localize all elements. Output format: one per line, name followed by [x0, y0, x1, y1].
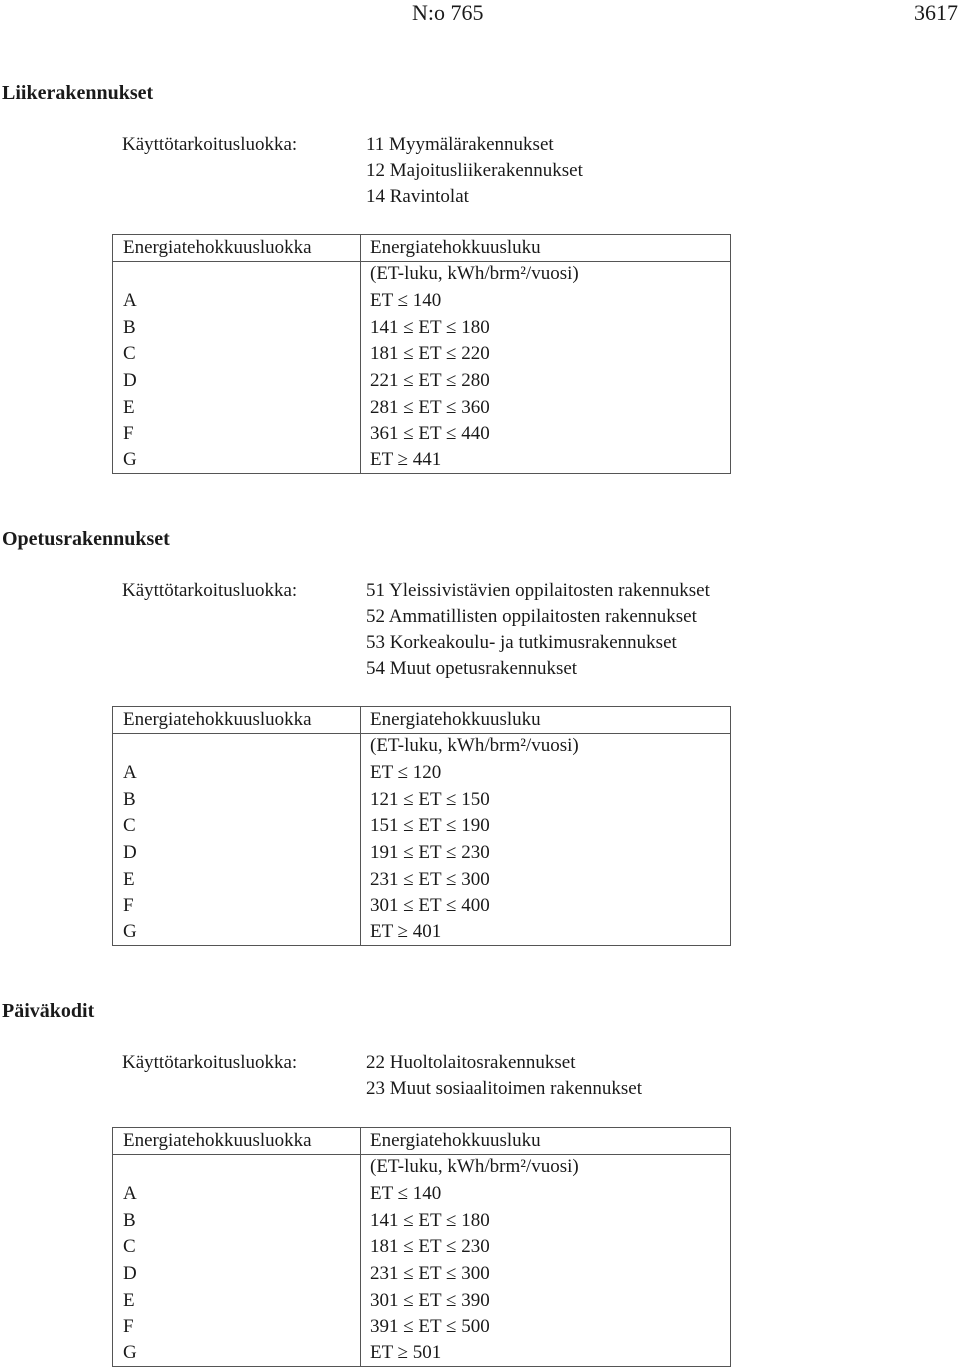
purpose-item: 22 Huoltolaitosrakennukset [366, 1052, 576, 1073]
purpose-list [366, 132, 583, 210]
et-range: 141 ≤ ET ≤ 180 [370, 1210, 490, 1231]
table-header-row [113, 1128, 730, 1154]
section-title: Päiväkodit [2, 1000, 95, 1022]
et-range: ET ≥ 501 [370, 1342, 442, 1363]
table-row [113, 893, 730, 919]
purpose-item: 52 Ammatillisten oppilaitosten rakennukset [366, 606, 697, 627]
energy-class: D [123, 842, 137, 863]
energy-class-table [112, 706, 731, 946]
purpose-item: 51 Yleissivistävien oppilaitosten rakennukset [366, 580, 710, 601]
table-row [113, 1208, 730, 1234]
page-number: 3617 [914, 0, 958, 25]
purpose-list [366, 578, 710, 682]
table-row [113, 840, 730, 866]
table-row [113, 1314, 730, 1340]
table-row [113, 368, 730, 394]
table-row [113, 341, 730, 367]
et-range: ET ≥ 441 [370, 449, 442, 470]
purpose-item: 53 Korkeakoulu- ja tutkimusrakennukset [366, 632, 677, 653]
table-header-row-2 [113, 1154, 730, 1180]
energy-class: C [123, 815, 136, 836]
energy-class: E [123, 1290, 135, 1311]
energy-class: A [123, 290, 137, 311]
purpose-item: 14 Ravintolat [366, 186, 469, 207]
purpose-item: 12 Majoitusliikerakennukset [366, 160, 583, 181]
table-row [113, 421, 730, 447]
table-row [113, 288, 730, 314]
table-header-row [113, 235, 730, 261]
energy-class: A [123, 762, 137, 783]
purpose-item: 11 Myymälärakennukset [366, 134, 554, 155]
et-range: 181 ≤ ET ≤ 230 [370, 1236, 490, 1257]
energy-class: E [123, 397, 135, 418]
page-header [0, 0, 960, 30]
table-row [113, 760, 730, 786]
et-range: 181 ≤ ET ≤ 220 [370, 343, 490, 364]
energy-class: G [123, 1342, 137, 1363]
et-range: 231 ≤ ET ≤ 300 [370, 1263, 490, 1284]
purpose-label: Käyttötarkoitusluokka: [122, 134, 298, 155]
purpose-list [366, 1050, 642, 1102]
table-row [113, 1234, 730, 1260]
table-row [113, 787, 730, 813]
purpose-label: Käyttötarkoitusluokka: [122, 1052, 298, 1073]
energy-class: B [123, 789, 136, 810]
column-header-unit: (ET-luku, kWh/brm²/vuosi) [370, 735, 579, 756]
energy-class: C [123, 343, 136, 364]
column-header-unit: (ET-luku, kWh/brm²/vuosi) [370, 263, 579, 284]
section-liikerakennukset [0, 82, 960, 482]
section-opetusrakennukset [0, 528, 960, 953]
energy-class-table [112, 234, 731, 474]
energy-class-table [112, 1127, 731, 1367]
et-range: ET ≤ 140 [370, 290, 442, 311]
energy-class: B [123, 1210, 136, 1231]
table-row [113, 919, 730, 945]
energy-class: F [123, 423, 134, 444]
column-header-class: Energiatehokkuusluokka [123, 1130, 312, 1151]
column-header-class: Energiatehokkuusluokka [123, 237, 312, 258]
energy-class: G [123, 921, 137, 942]
energy-class: G [123, 449, 137, 470]
table-header-row-2 [113, 261, 730, 287]
table-row [113, 447, 730, 473]
energy-class: F [123, 1316, 134, 1337]
column-header-unit: (ET-luku, kWh/brm²/vuosi) [370, 1156, 579, 1177]
section-title: Liikerakennukset [2, 82, 154, 104]
energy-class: B [123, 317, 136, 338]
column-header-value: Energiatehokkuusluku [370, 237, 541, 258]
et-range: 391 ≤ ET ≤ 500 [370, 1316, 490, 1337]
et-range: 231 ≤ ET ≤ 300 [370, 869, 490, 890]
table-row [113, 1288, 730, 1314]
energy-class: F [123, 895, 134, 916]
table-row [113, 1340, 730, 1366]
energy-class: D [123, 1263, 137, 1284]
column-header-class: Energiatehokkuusluokka [123, 709, 312, 730]
et-range: 191 ≤ ET ≤ 230 [370, 842, 490, 863]
et-range: 151 ≤ ET ≤ 190 [370, 815, 490, 836]
energy-class: C [123, 1236, 136, 1257]
column-header-value: Energiatehokkuusluku [370, 709, 541, 730]
section-paivakodit [0, 1000, 960, 1369]
et-range: 141 ≤ ET ≤ 180 [370, 317, 490, 338]
et-range: ET ≥ 401 [370, 921, 442, 942]
et-range: ET ≤ 140 [370, 1183, 442, 1204]
et-range: 361 ≤ ET ≤ 440 [370, 423, 490, 444]
et-range: ET ≤ 120 [370, 762, 442, 783]
energy-class: D [123, 370, 137, 391]
table-row [113, 813, 730, 839]
et-range: 221 ≤ ET ≤ 280 [370, 370, 490, 391]
table-row [113, 395, 730, 421]
section-title: Opetusrakennukset [2, 528, 170, 550]
purpose-item: 23 Muut sosiaalitoimen rakennukset [366, 1078, 642, 1099]
table-row [113, 1261, 730, 1287]
purpose-label: Käyttötarkoitusluokka: [122, 580, 298, 601]
et-range: 281 ≤ ET ≤ 360 [370, 397, 490, 418]
table-row [113, 315, 730, 341]
table-row [113, 1181, 730, 1207]
purpose-item: 54 Muut opetusrakennukset [366, 658, 578, 679]
column-header-value: Energiatehokkuusluku [370, 1130, 541, 1151]
document-number: N:o 765 [412, 0, 484, 25]
energy-class: A [123, 1183, 137, 1204]
et-range: 301 ≤ ET ≤ 390 [370, 1290, 490, 1311]
table-header-row [113, 707, 730, 733]
et-range: 121 ≤ ET ≤ 150 [370, 789, 490, 810]
table-row [113, 867, 730, 893]
energy-class: E [123, 869, 135, 890]
table-header-row-2 [113, 733, 730, 759]
et-range: 301 ≤ ET ≤ 400 [370, 895, 490, 916]
